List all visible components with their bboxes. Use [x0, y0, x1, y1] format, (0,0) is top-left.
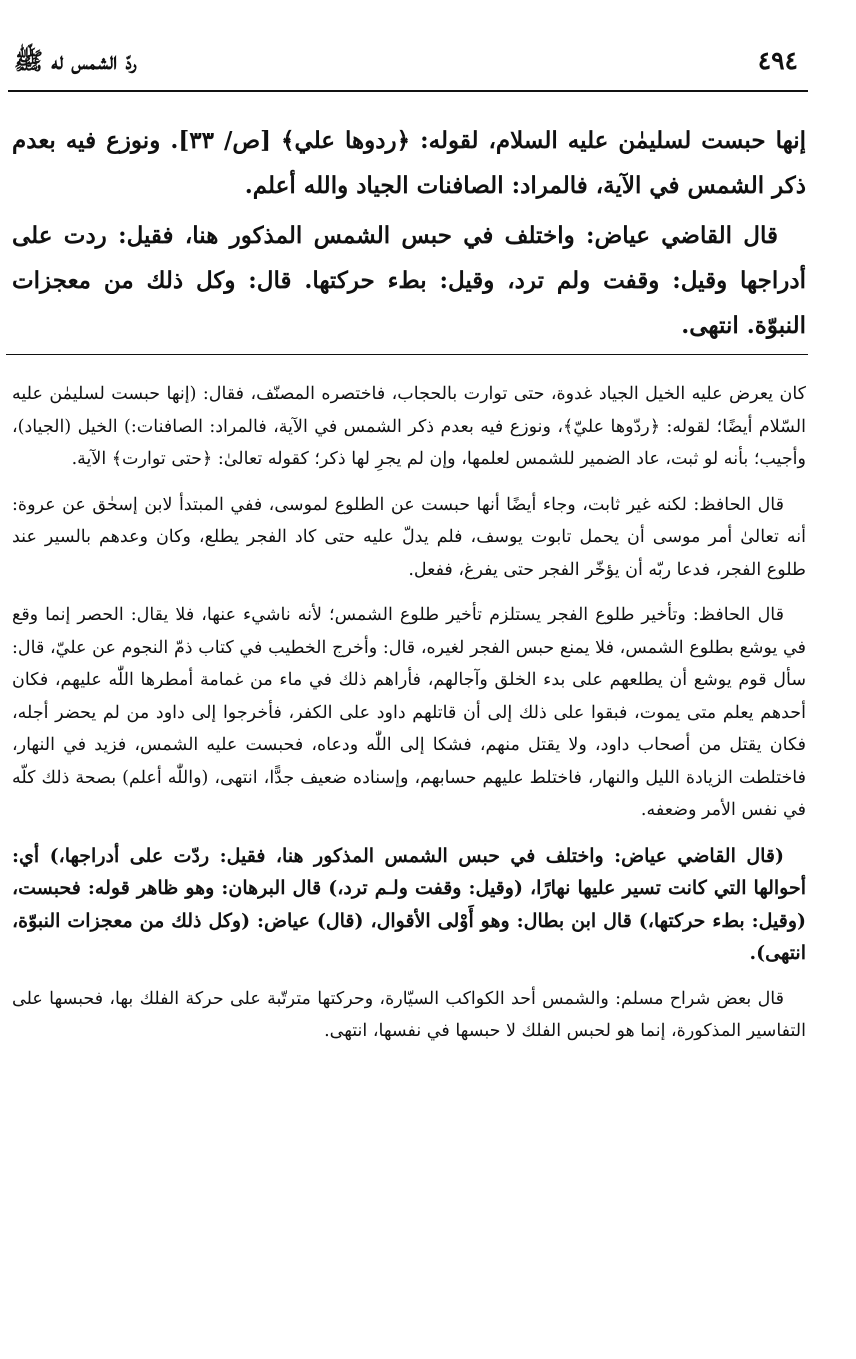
main-text — [12, 118, 806, 353]
main-text-paragraph: إنها حبست لسليمٰن عليه السلام، لقوله: ﴿ردوها علي﴾ [ص/ ٣٣]. ونوزع فيه بعدم ذكر الشمس في الآية، فالمراد: الصافنات الجياد والله أعلم. — [12, 127, 806, 199]
commentary-paragraph: كان يعرض عليه الخيل الجياد غدوة، حتى توارت بالحجاب، فاختصره المصنّف، فقال: (إنها حبست لسليمٰن عليه السّلام أيضًا؛ لقوله: ﴿ردّوها عليّ﴾، ونوزع فيه بعدم ذكر الشمس في الآية، فالمراد: الصافنات:) الخيل (الجياد)، وأجيب؛ بأنه لو ثبت، عاد الضمير للشمس لعلمها، وإن لم يجرِ لها ذكر؛ كقوله تعالىٰ: ﴿حتى توارت﴾ الآية. — [12, 384, 806, 469]
section-divider — [6, 354, 808, 355]
commentary-paragraph: قال الحافظ: وتأخير طلوع الفجر يستلزم تأخير طلوع الشمس؛ لأنه ناشيء عنها، فلا يقال: الحصر إنما وقع في يوشع بطلوع الشمس، فلا يمنع حبس الفجر لغيره، قال: وأخرج الخطيب في كتاب ذمّ النجوم عن عليّ، قال: سأل قوم يوشع أن يطلعهم على بدء الخلق وآجالهم، فأراهم ذلك في ماء من غمامة أمطرها اللّٰه عليهم، فكان أحدهم يعلم متى يموت، فبقوا على ذلك إلى أن قاتلهم داود على الكفر، فأخرجوا إلى داود من لم يحضر أجله، فكان يقتل من أصحاب داود، ولا يقتل منهم، فشكا إلى اللّٰه ودعاه، فحبست عليه الشمس، فزيد في النهار، فاختلطت الزيادة الليل والنهار، فاختلط عليهم حسابهم، وإسناده ضعيف جدًّا، انتهى، (واللّٰه أعلم) بصحة ذلك كلّه في نفس الأمر وضعفه. — [12, 605, 806, 820]
page-header — [8, 40, 808, 92]
commentary-text — [12, 378, 806, 1061]
running-title: ردّ الشمس له ﷺ — [14, 46, 137, 75]
commentary-paragraph: قال الحافظ: لكنه غير ثابت، وجاء أيضًا أنها حبست عن الطلوع لموسى، ففي المبتدأ لابن إسحٰق عن عروة: أنه تعالىٰ أمر موسى أن يحمل تابوت يوسف، فلم يدلّ عليه حتى كاد الفجر يطلع، وكان وعدهم بالسير عند طلوع الفجر، فدعا ربّه أن يؤخّر الفجر حتى يفرغ، ففعل. — [12, 494, 806, 580]
page-number: ٤٩٤ — [757, 46, 798, 75]
main-text-paragraph: قال القاضي عياض: واختلف في حبس الشمس المذكور هنا، فقيل: ردت على أدراجها وقيل: وقفت ولم ترد، وقيل: بطء حركتها. قال: وكل ذلك من معجزات النبوّة. انتهى. — [12, 222, 806, 339]
commentary-paragraph: (قال القاضي عياض: واختلف في حبس الشمس المذكور هنا، فقيل: ردّت على أدراجها،) أي: أحوالها التي كانت تسير عليها نهارًا، (وقيل: وقفت ولـم ترد،) قال البرهان: وهو ظاهر قوله: فحبست، (وقيل: بطء حركتها،) قال ابن بطال: وهو أَوْلى الأقوال، (قال) عياض: (وكل ذلك من معجزات النبوّة، انتهى). — [12, 844, 806, 964]
commentary-paragraph: قال بعض شراح مسلم: والشمس أحد الكواكب السيّارة، وحركتها مترتّبة على حركة الفلك بها، فحبسها على التفاسير المذكورة، إنما هو لحبس الفلك لا حبسها في نفسها، انتهى. — [12, 988, 806, 1041]
